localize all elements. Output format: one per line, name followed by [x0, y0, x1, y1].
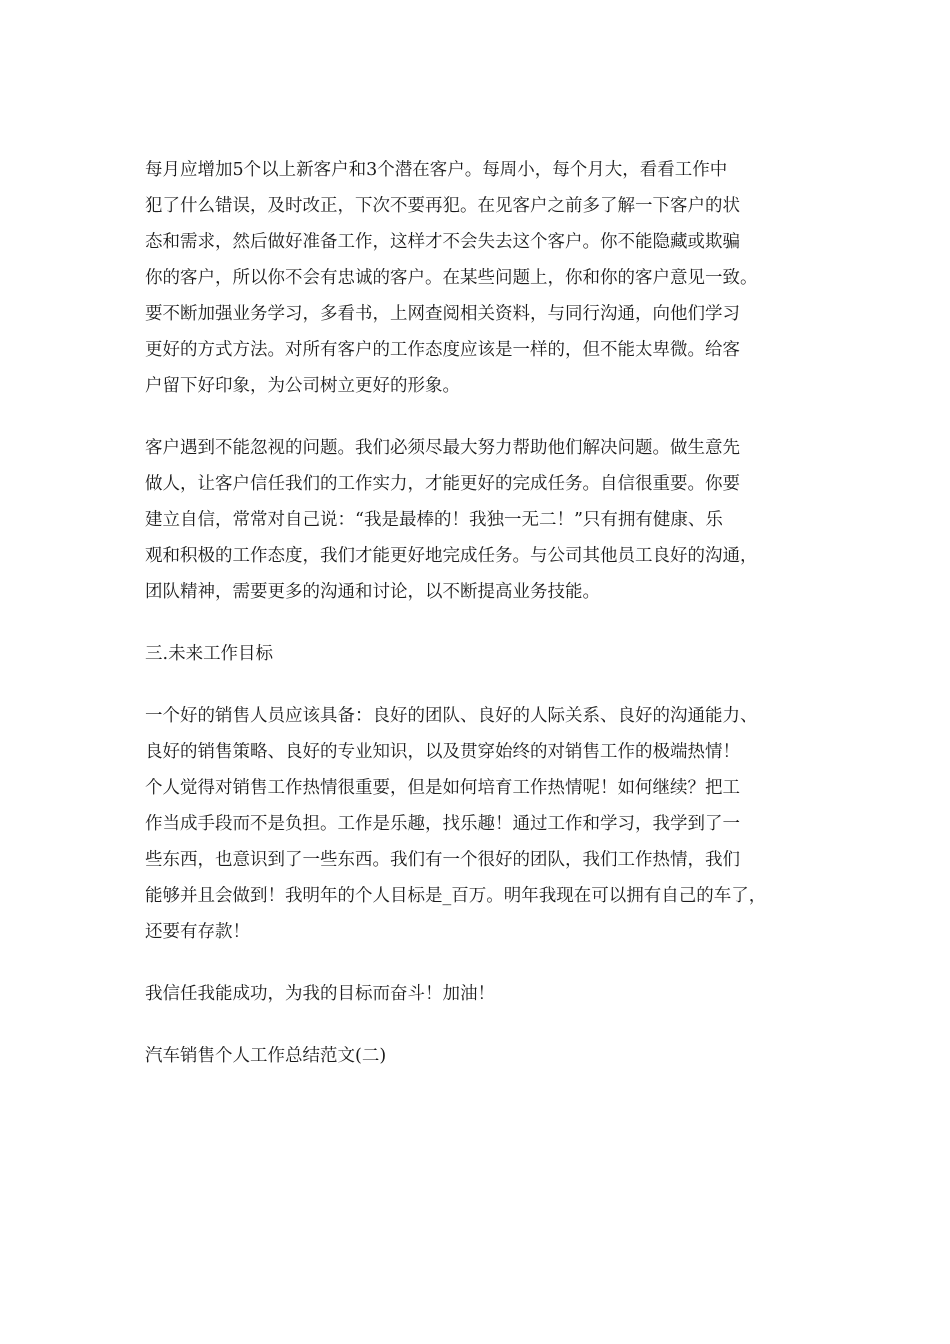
paragraph-gap [145, 404, 815, 430]
text-line: 我信任我能成功，为我的目标而奋斗！加油！ [145, 984, 495, 1004]
text-line: 良好的销售策略、良好的专业知识，以及贯穿始终的对销售工作的极端热情！ [145, 742, 740, 762]
paragraph-customer-problems [145, 430, 815, 610]
text-line: 观和积极的工作态度，我们才能更好地完成任务。与公司其他员工良好的沟通， [145, 546, 758, 566]
text-line: 还要有存款！ [145, 922, 250, 942]
paragraph-gap [145, 610, 815, 636]
paragraph-gap [145, 672, 815, 698]
text-line: 客户遇到不能忽视的问题。我们必须尽最大努力帮助他们解决问题。做生意先 [145, 438, 740, 458]
text-line: 个人觉得对销售工作热情很重要，但是如何培育工作热情呢！如何继续？把工 [145, 778, 740, 798]
document-body [145, 152, 815, 1074]
text-line: 犯了什么错误，及时改正，下次不要再犯。在见客户之前多了解一下客户的状 [145, 196, 740, 216]
paragraph-gap [145, 950, 815, 976]
text-line: 些东西，也意识到了一些东西。我们有一个很好的团队，我们工作热情，我们 [145, 850, 740, 870]
paragraph-sales-qualities [145, 698, 815, 950]
text-line: 建立自信，常常对自己说：“我是最棒的！我独一无二！”只有拥有健康、乐 [145, 510, 723, 530]
text-line: 你的客户，所以你不会有忠诚的客户。在某些问题上，你和你的客户意见一致。 [145, 268, 758, 288]
text-line: 作当成手段而不是负担。工作是乐趣，找乐趣！通过工作和学习，我学到了一 [145, 814, 740, 834]
article-title: 汽车销售个人工作总结范文(二) [145, 1046, 387, 1066]
section-heading [145, 636, 815, 672]
next-article-title [145, 1038, 815, 1074]
paragraph-closing [145, 976, 815, 1012]
text-line: 团队精神，需要更多的沟通和讨论，以不断提高业务技能。 [145, 582, 600, 602]
text-line: 每月应增加5个以上新客户和3个潜在客户。每周小，每个月大，看看工作中 [145, 160, 728, 180]
text-line: 一个好的销售人员应该具备：良好的团队、良好的人际关系、良好的沟通能力、 [145, 706, 758, 726]
paragraph-gap [145, 1012, 815, 1038]
text-line: 态和需求，然后做好准备工作，这样才不会失去这个客户。你不能隐藏或欺骗 [145, 232, 740, 252]
heading-future-goals: 三.未来工作目标 [145, 644, 274, 664]
paragraph-customer-goals [145, 152, 815, 404]
text-line: 能够并且会做到！我明年的个人目标是_百万。明年我现在可以拥有自己的车了， [145, 886, 767, 906]
text-line: 做人，让客户信任我们的工作实力，才能更好的完成任务。自信很重要。你要 [145, 474, 740, 494]
text-line: 户留下好印象，为公司树立更好的形象。 [145, 376, 460, 396]
text-line: 要不断加强业务学习，多看书，上网查阅相关资料，与同行沟通，向他们学习 [145, 304, 740, 324]
text-line: 更好的方式方法。对所有客户的工作态度应该是一样的，但不能太卑微。给客 [145, 340, 740, 360]
